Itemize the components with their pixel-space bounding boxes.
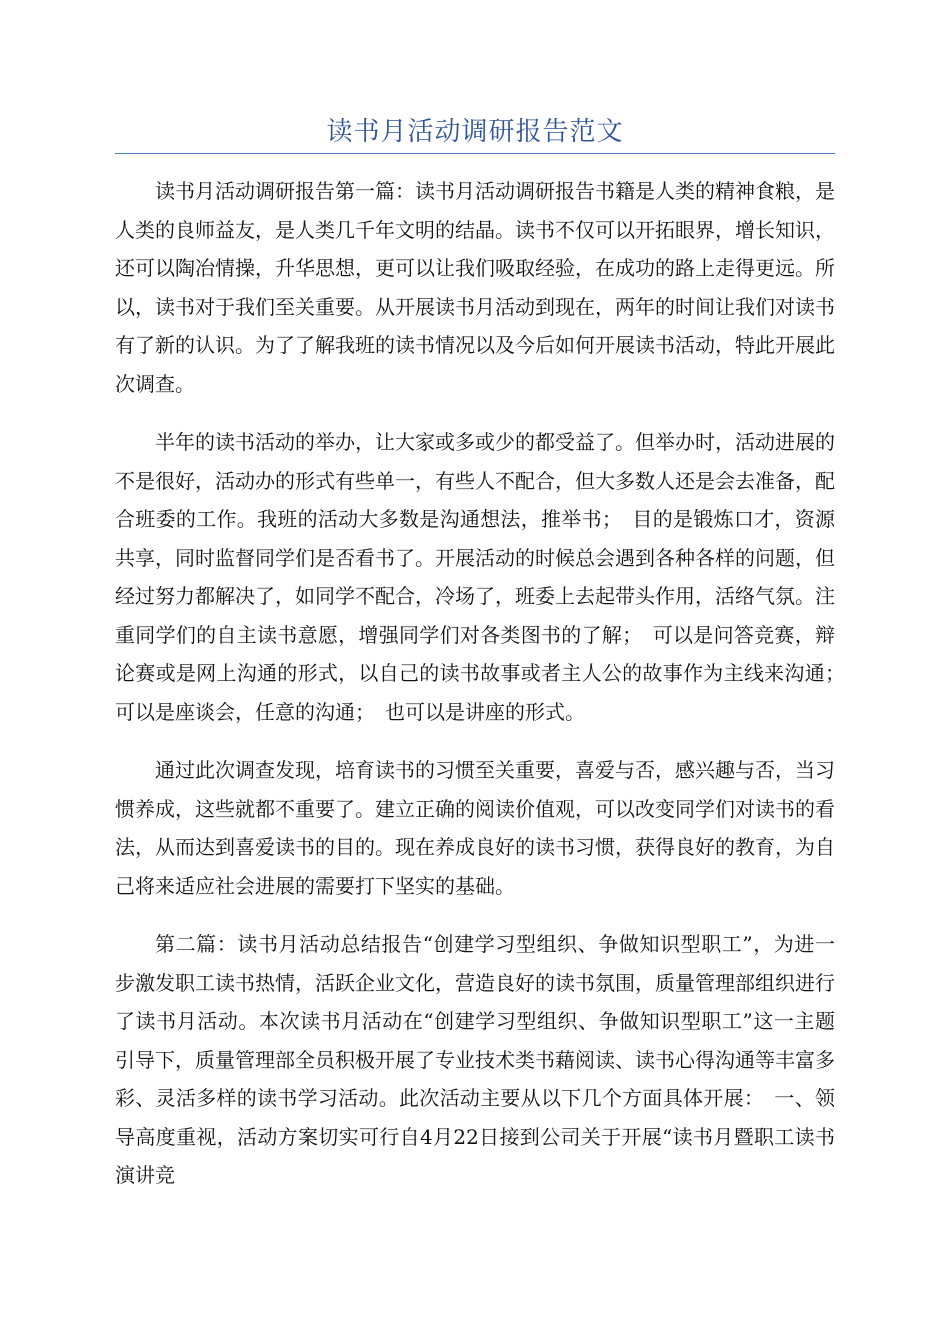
document-title: 读书月活动调研报告范文 bbox=[326, 117, 624, 147]
document-body bbox=[115, 172, 855, 1215]
paragraph-3: 通过此次调查发现，培育读书的习惯至关重要，喜爱与否，感兴趣与否，当习惯养成，这些就都不重要了。建立正确的阅读价值观，可以改变同学们对读书的看法，从而达到喜爱读书的目的。现在养成良好的读书习惯，获得良好的教育，为自己将来适应社会进展的需要打下坚实的基础。 bbox=[115, 758, 835, 898]
paragraph-4: 第二篇：读书月活动总结报告“创建学习型组织、争做知识型职工”，为进一步激发职工读书热情，活跃企业文化，营造良好的读书氛围，质量管理部组织进行了读书月活动。本次读书月活动在“创建学习型组织、争做知识型职工”这一主题引导下，质量管理部全员积极开展了专业技术类书藉阅读、读书心得沟通等丰富多彩、灵活多样的读书学习活动。此次活动主要从以下几个方面具体开展： 一、领导高度重视，活动方案切实可行自4月22日接到公司关于开展“读书月暨职工读书演讲竞 bbox=[115, 932, 835, 1187]
paragraph-1: 读书月活动调研报告第一篇：读书月活动调研报告书籍是人类的精神食粮，是人类的良师益友，是人类几千年文明的结晶。读书不仅可以开拓眼界，增长知识，还可以陶冶情操，升华思想，更可以让我们吸取经验，在成功的路上走得更远。所以，读书对于我们至关重要。从开展读书月活动到现在，两年的时间让我们对读书有了新的认识。为了了解我班的读书情况以及今后如何开展读书活动，特此开展此次调查。 bbox=[115, 179, 835, 396]
paragraph-2: 半年的读书活动的举办，让大家或多或少的都受益了。但举办时，活动进展的不是很好，活动办的形式有些单一，有些人不配合，但大多数人还是会去准备，配合班委的工作。我班的活动大多数是沟通想法，推举书； 目的是锻炼口才，资源共享，同时监督同学们是否看书了。开展活动的时候总会遇到各种各样的问题，但经过努力都解决了，如同学不配合，冷场了，班委上去起带头作用，活络气氛。注重同学们的自主读书意愿，增强同学们对各类图书的了解； 可以是问答竞赛，辩论赛或是网上沟通的形式，以自己的读书故事或者主人公的故事作为主线来沟通； 可以是座谈会，任意的沟通； 也可以是讲座的形式。 bbox=[115, 430, 855, 724]
title-underline bbox=[115, 153, 835, 154]
